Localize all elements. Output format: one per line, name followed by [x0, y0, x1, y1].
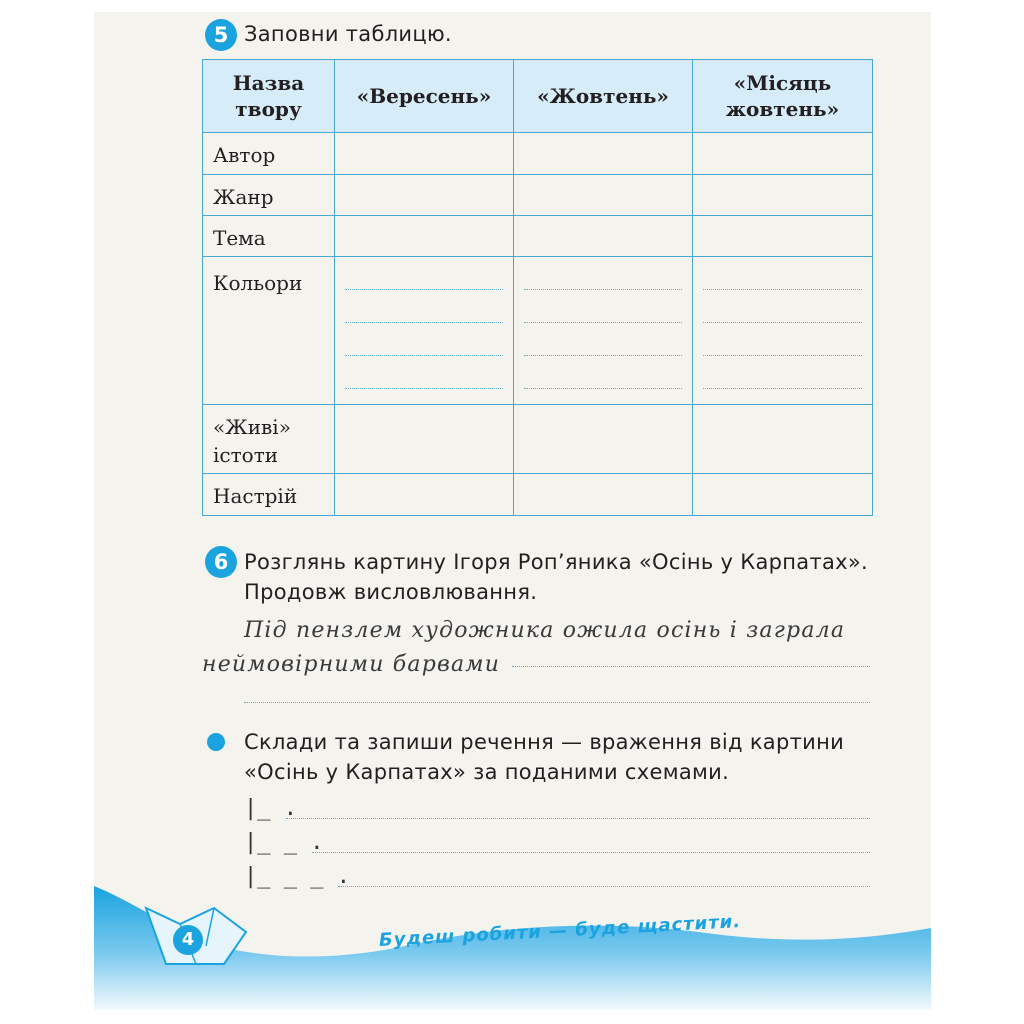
header-misiats-zhovten: «Місяць жовтень» — [693, 60, 873, 133]
answer-line[interactable] — [286, 818, 870, 819]
row-label-creatures: «Живі» істоти — [203, 405, 335, 474]
row-label-author: Автор — [203, 133, 335, 175]
dotted-line — [524, 323, 682, 356]
fill-table — [202, 59, 873, 516]
dotted-line — [345, 356, 503, 389]
sentence-scheme-3: |_ _ _ . — [244, 864, 350, 889]
footer-motto: Будеш робити — буде щастити. — [378, 911, 742, 951]
answer-line[interactable] — [312, 852, 870, 853]
row-label-colors: Кольори — [203, 257, 335, 405]
header-veresen: «Вересень» — [335, 60, 514, 133]
table-cell[interactable] — [335, 216, 514, 257]
subtask-instruction-line1: Склади та запиши речення — враження від картини — [244, 730, 845, 754]
sentence-start-line1: Під пензлем художника ожила осінь і заграла — [244, 618, 846, 643]
bullet-point — [207, 733, 225, 751]
table-cell[interactable] — [335, 405, 514, 474]
task-6-badge: 6 — [205, 546, 237, 578]
page-number: 4 — [173, 925, 203, 955]
table-cell[interactable] — [693, 216, 873, 257]
dotted-line — [524, 257, 682, 290]
header-title-col: Назва твору — [203, 60, 335, 133]
dotted-line — [703, 323, 862, 356]
dotted-line — [524, 290, 682, 323]
workbook-page — [94, 12, 931, 1010]
task-6-instruction-line2: Продовж висловлювання. — [244, 580, 538, 604]
dotted-line — [703, 356, 862, 389]
table-cell[interactable] — [514, 175, 693, 216]
table-cell[interactable] — [335, 133, 514, 175]
dotted-line — [703, 290, 862, 323]
answer-line[interactable] — [512, 666, 870, 667]
sentence-start-line2: неймовірними барвами — [202, 652, 501, 677]
dotted-line — [345, 257, 503, 290]
table-cell-lined[interactable] — [335, 257, 514, 405]
table-cell[interactable] — [514, 133, 693, 175]
sentence-scheme-2: |_ _ . — [244, 830, 324, 855]
table-cell[interactable] — [693, 474, 873, 516]
table-cell[interactable] — [693, 133, 873, 175]
sentence-scheme-1: |_ . — [244, 796, 297, 821]
row-label-mood: Настрій — [203, 474, 335, 516]
table-cell[interactable] — [693, 405, 873, 474]
table-cell[interactable] — [335, 175, 514, 216]
task-6-instruction-line1: Розглянь картину Ігоря Роп’яника «Осінь у Карпатах». — [244, 550, 869, 574]
row-label-theme: Тема — [203, 216, 335, 257]
task-5-badge: 5 — [205, 19, 237, 51]
dotted-line — [703, 257, 862, 290]
subtask-instruction-line2: «Осінь у Карпатах» за поданими схемами. — [244, 760, 730, 784]
row-label-genre: Жанр — [203, 175, 335, 216]
header-zhovten: «Жовтень» — [514, 60, 693, 133]
table-cell[interactable] — [335, 474, 514, 516]
table-cell[interactable] — [514, 405, 693, 474]
table-cell[interactable] — [514, 474, 693, 516]
dotted-line — [524, 356, 682, 389]
dotted-line — [345, 323, 503, 356]
table-cell[interactable] — [693, 175, 873, 216]
answer-line[interactable] — [244, 702, 870, 703]
dotted-line — [345, 290, 503, 323]
table-cell[interactable] — [514, 216, 693, 257]
task-5-instruction: Заповни таблицю. — [244, 22, 452, 46]
table-cell-lined[interactable] — [693, 257, 873, 405]
table-cell-lined[interactable] — [514, 257, 693, 405]
